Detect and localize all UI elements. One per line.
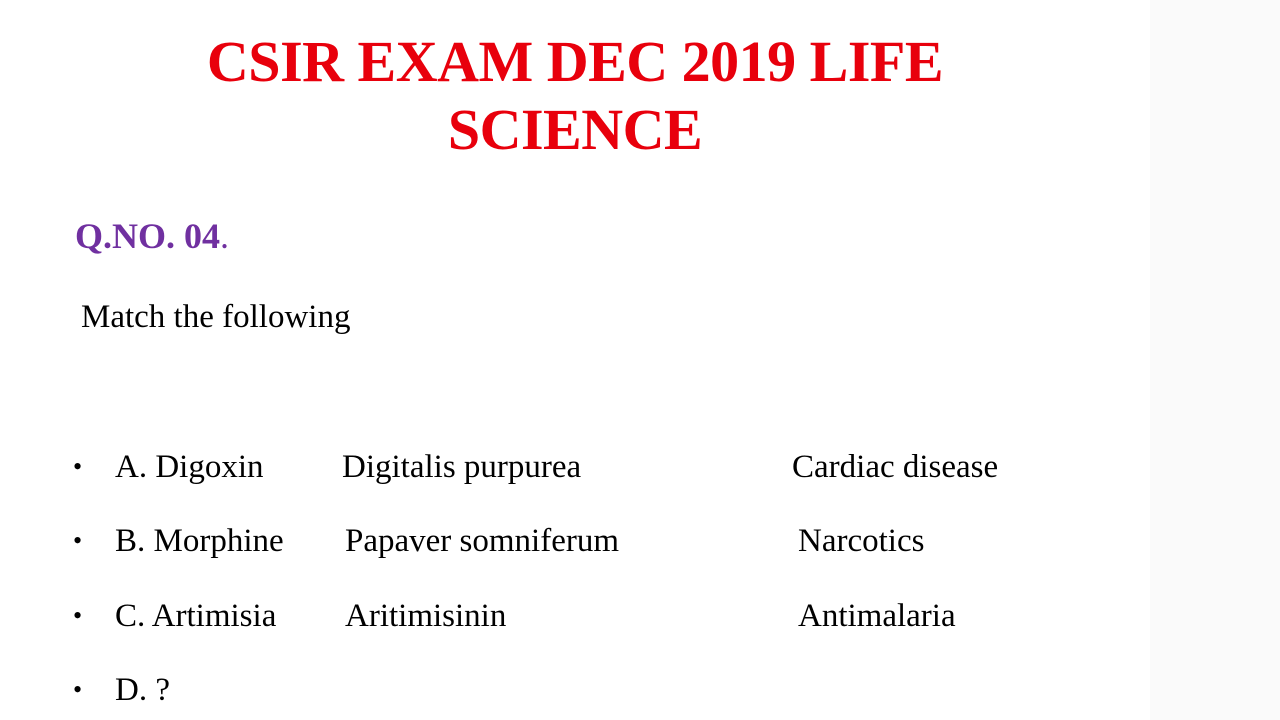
item-source: Papaver somniferum	[345, 523, 620, 559]
bullet-icon: •	[73, 452, 83, 481]
list-item-d	[0, 668, 1280, 712]
item-source: Digitalis purpurea	[342, 449, 582, 485]
item-label: C. Artimisia	[115, 598, 277, 634]
item-use: Cardiac disease	[792, 449, 999, 485]
item-use: Narcotics	[798, 523, 925, 559]
bullet-icon: •	[73, 601, 83, 630]
item-label: B. Morphine	[115, 523, 284, 559]
title-line-2: SCIENCE	[447, 97, 703, 162]
title-line-1: CSIR EXAM DEC 2019 LIFE	[206, 29, 944, 94]
bullet-icon: •	[73, 675, 83, 704]
question-number-suffix: .	[220, 216, 230, 256]
list-item-c	[0, 594, 1280, 638]
list-item-b	[0, 519, 1280, 563]
instruction-text: Match the following	[81, 299, 351, 335]
question-number-text: Q.NO. 04	[75, 216, 221, 256]
item-label: D. ?	[115, 672, 170, 708]
question-number	[75, 212, 229, 260]
item-label: A. Digoxin	[115, 449, 264, 485]
item-use: Antimalaria	[798, 598, 956, 634]
item-source: Aritimisinin	[345, 598, 507, 634]
slide-title	[150, 28, 1000, 164]
bullet-icon: •	[73, 526, 83, 555]
list-item-a	[0, 445, 1280, 489]
